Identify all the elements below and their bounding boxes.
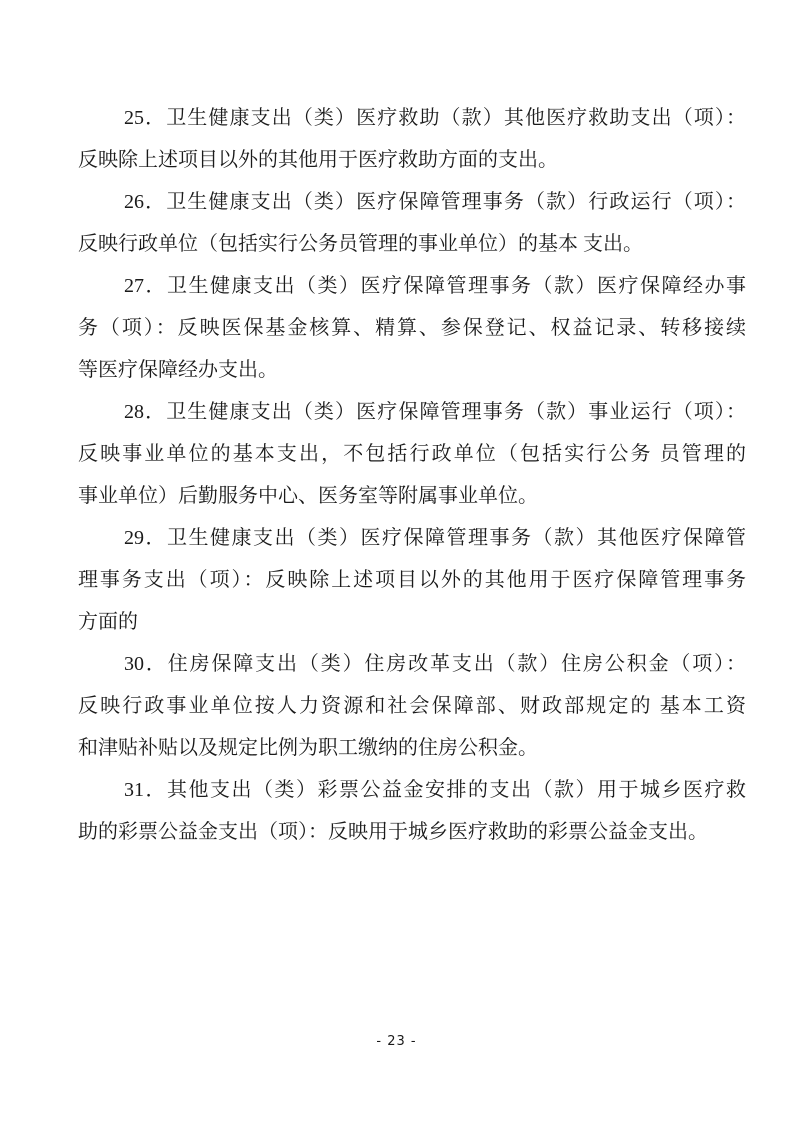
paragraph-31 — [78, 769, 746, 853]
paragraph-25 — [78, 97, 746, 181]
page-footer — [0, 1032, 793, 1050]
text-line: 等医疗保障经办支出。 — [78, 359, 278, 381]
paragraph-30 — [78, 643, 746, 769]
paragraph-26 — [78, 181, 746, 265]
text-line: 务（项）：反映医保基金核算、精算、参保登记、权益记录、转移接续 — [78, 317, 746, 339]
text-line: 25．卫生健康支出（类）医疗救助（款）其他医疗救助支出（项）： — [124, 107, 746, 129]
text-line: 26．卫生健康支出（类）医疗保障管理事务（款）行政运行（项）： — [124, 191, 746, 213]
paragraph-28 — [78, 391, 746, 517]
text-line: 事业单位）后勤服务中心、医务室等附属事业单位。 — [78, 485, 538, 507]
text-line: 理事务支出（项）：反映除上述项目以外的其他用于医疗保障管理事务 — [78, 569, 746, 591]
text-line: 反映除上述项目以外的其他用于医疗救助方面的支出。 — [78, 149, 558, 171]
text-line: 反映事业单位的基本支出，不包括行政单位（包括实行公务 员管理的 — [78, 443, 746, 465]
text-line: 31．其他支出（类）彩票公益金安排的支出（款）用于城乡医疗救 — [124, 779, 746, 801]
paragraph-27 — [78, 265, 746, 391]
text-line: 反映行政单位（包括实行公务员管理的事业单位）的基本 支出。 — [78, 233, 643, 255]
document-body — [78, 97, 746, 853]
text-line: 和津贴补贴以及规定比例为职工缴纳的住房公积金。 — [78, 737, 538, 759]
text-line: 30．住房保障支出（类）住房改革支出（款）住房公积金（项）： — [124, 653, 746, 675]
text-line: 方面的 — [78, 611, 138, 633]
text-line: 27．卫生健康支出（类）医疗保障管理事务（款）医疗保障经办事 — [124, 275, 746, 297]
paragraph-29 — [78, 517, 746, 643]
page-number: - 23 - — [376, 1034, 417, 1049]
text-line: 助的彩票公益金支出（项）：反映用于城乡医疗救助的彩票公益金支出。 — [78, 821, 708, 843]
text-line: 反映行政事业单位按人力资源和社会保障部、财政部规定的 基本工资 — [78, 695, 746, 717]
text-line: 28．卫生健康支出（类）医疗保障管理事务（款）事业运行（项）： — [124, 401, 746, 423]
text-line: 29．卫生健康支出（类）医疗保障管理事务（款）其他医疗保障管 — [124, 527, 746, 549]
